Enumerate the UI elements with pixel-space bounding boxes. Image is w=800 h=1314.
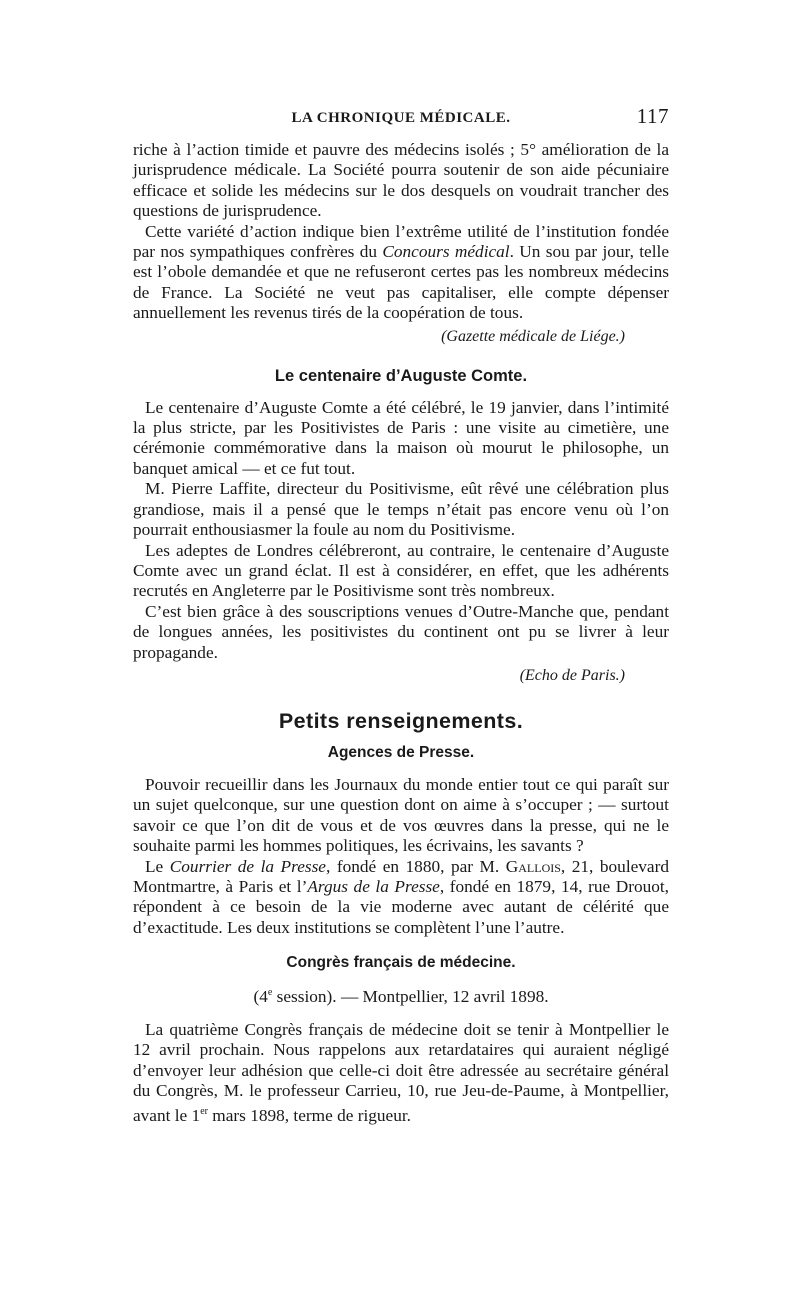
comte-paragraph-2: M. Pierre Laffite, directeur du Positivisme, eût rêvé une célébration plus grandiose, mais il a pensé que le temps n’était pas encore venu où l’on pourrait enthousiasmer la foule au nom du Positivisme. xyxy=(133,479,669,540)
gallois-name: Gallois xyxy=(505,856,561,876)
agences-paragraph-1: Pouvoir recueillir dans les Journaux du monde entier tout ce qui paraît sur un sujet quelconque, sur une question dont on aime à s’occuper ; — surtout savoir ce que l’on dit de vous et de vos œuvres dans la presse, qui ne le souhaite parmi les hommes politiques, les écrivains, les savants ? xyxy=(133,774,669,856)
agences-paragraph-2: Le Courrier de la Presse, fondé en 1880, par M. Gallois, 21, boulevard Montmartre, à Paris et l’Argus de la Presse, fondé en 1879, 14, rue Drouot, répondent à ce besoin de la vie moderne avec autant de célérité que d’exactitude. Les deux institutions se complètent l’une l’autre. xyxy=(133,856,670,937)
section-heading-comte: Le centenaire d’Auguste Comte. xyxy=(274,366,528,385)
comte-paragraph-1: Le centenaire d’Auguste Comte a été célébré, le 19 janvier, dans l’intimité la plus stricte, par les Positivistes de Paris : une visite au cimetière, une cérémonie commémorative dans la maison où mourut le philosophe, un banquet amical — et ce fut tout. xyxy=(133,397,669,478)
subheading-agences: Agences de Presse. xyxy=(327,743,475,761)
section-heading-petits: Petits renseignements. xyxy=(278,708,524,733)
comte-paragraph-3: Les adeptes de Londres célébreront, au contraire, le centenaire d’Auguste Comte avec un grand éclat. Il est à considérer, en effet, que les adhérents recrutés en Angleterre par le Positivisme sont très nombreux. xyxy=(133,540,669,601)
congres-session-line: (4e session). — Montpellier, 12 avril 1898. xyxy=(253,986,549,1006)
intro-paragraph-2: Cette variété d’action indique bien l’extrême utilité de l’institution fondée par nos sympathiques confrères du Concours médical. Un sou par jour, telle est l’obole demandée et que ne refuseront certes pas les nombreux médecins de France. La Société ne veut pas capitaliser, elle compte dépenser annuellement les revenus tirés de la coopération de tous. xyxy=(133,221,670,323)
page-number: 117 xyxy=(636,104,669,128)
subheading-congres: Congrès français de médecine. xyxy=(286,954,516,972)
concours-medical-title: Concours médical xyxy=(382,242,510,262)
comte-paragraph-4: C’est bien grâce à des souscriptions venues d’Outre-Manche que, pendant de longues années, les positivistes du continent ont pu se livrer à leur propagande. xyxy=(133,601,669,662)
source-echo: (Echo de Paris.) xyxy=(519,666,625,684)
running-header xyxy=(133,104,669,136)
congres-paragraph-1: La quatrième Congrès français de médecine doit se tenir à Montpellier le 12 avril prochain. Nous rappelons aux retardataires qui auraient négligé d’envoyer leur adhésion que celle-ci doit être adressée au secrétaire général du Congrès, M. le professeur Carrieu, 10, rue Jeu-de-Paume, à Montpellier, avant le 1er mars 1898, terme de rigueur. xyxy=(133,1019,669,1125)
intro-paragraph-1: riche à l’action timide et pauvre des médecins isolés ; 5° amélioration de la jurisprudence médicale. La Société pourra soutenir de son aide pécuniaire efficace et solide les médecins sur le dos desquels on voudrait trancher des questions de jurisprudence. xyxy=(133,140,669,221)
source-gazette: (Gazette médicale de Liége.) xyxy=(441,327,625,345)
courrier-title: Courrier de la Presse xyxy=(169,856,326,876)
running-title: LA CHRONIQUE MÉDICALE. xyxy=(291,110,511,126)
argus-title: Argus de la Presse xyxy=(307,876,440,896)
